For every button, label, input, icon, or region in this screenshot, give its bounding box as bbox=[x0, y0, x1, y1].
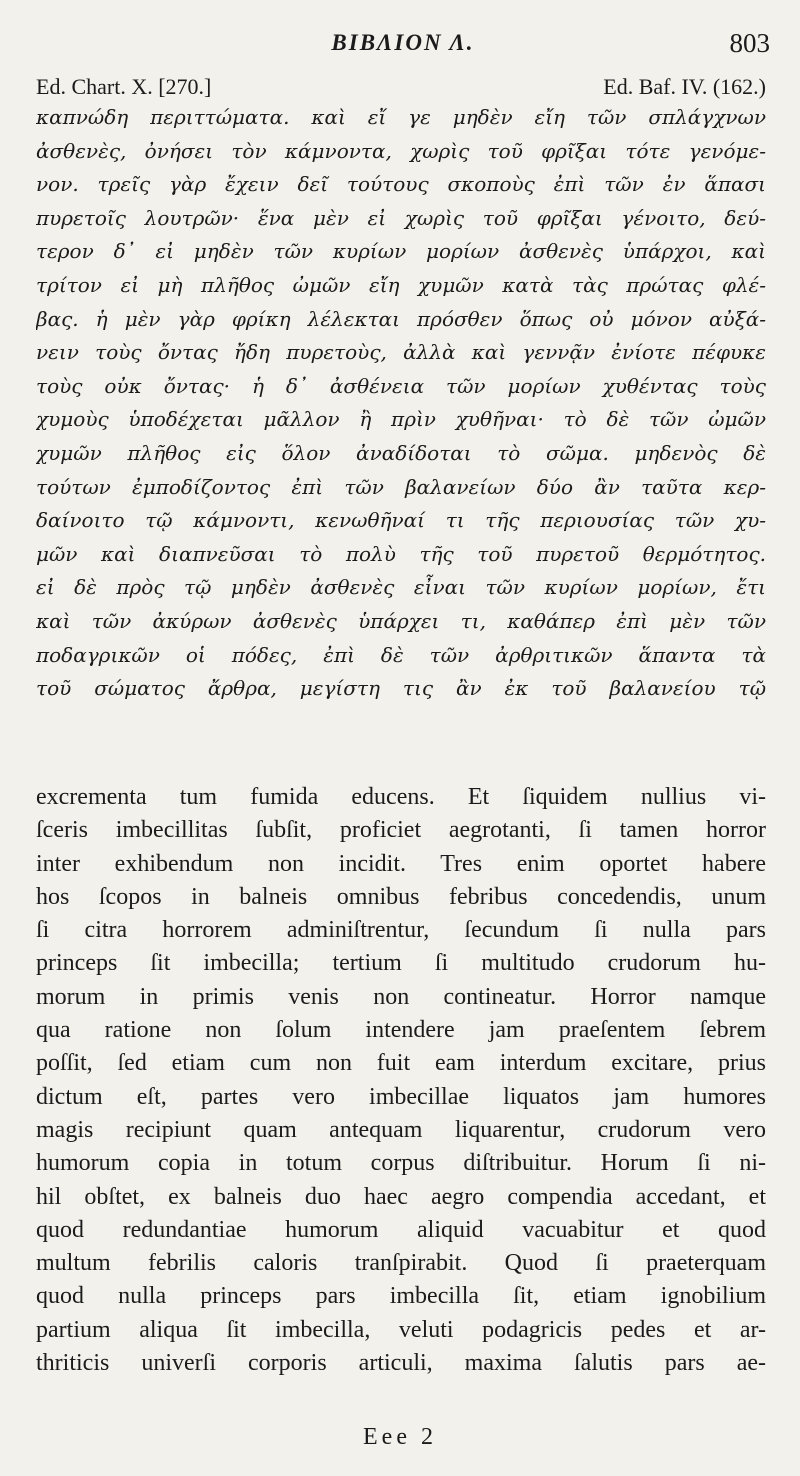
latin-text-line: partium aliqua ſit imbecilla, veluti podagricis pedes et ar- bbox=[36, 1316, 766, 1343]
greek-text-line: χυμῶν πλῆθος εἰς ὅλον ἀναδίδοται τὸ σῶμα. μηδενὸς δὲ bbox=[36, 440, 766, 465]
latin-text-line: hil obſtet, ex balneis duo haec aegro compendia accedant, et bbox=[36, 1183, 766, 1210]
greek-text-line: χυμοὺς ὑποδέχεται μᾶλλον ἢ πρὶν χυθῆναι· τὸ δὲ τῶν ὠμῶν bbox=[36, 407, 766, 432]
greek-text-line: βας. ἡ μὲν γὰρ φρίκη λέλεκται πρόσθεν ὅπως οὐ μόνον αὐξά- bbox=[36, 306, 766, 331]
greek-text-line: τούτων ἐμποδίζοντος ἐπὶ τῶν βαλανείων δύο ἂν ταῦτα κερ- bbox=[36, 474, 766, 499]
greek-text-line: τερον δ᾽ εἰ μηδὲν τῶν κυρίων μορίων ἀσθενὲς ὑπάρχοι, καὶ bbox=[36, 239, 766, 264]
edition-basel-reference: Ed. Baf. IV. (162.) bbox=[603, 74, 766, 99]
greek-text-line: καπνώδη περιττώματα. καὶ εἴ γε μηδὲν εἴη τῶν σπλάγχνων bbox=[36, 105, 766, 129]
greek-text-line: ἀσθενὲς, ὀνήσει τὸν κάμνοντα, χωρὶς τοῦ φρῖξαι τότε γενόμε- bbox=[36, 138, 766, 163]
greek-text-line: μῶν καὶ διαπνεῦσαι τὸ πολὺ τῆς τοῦ πυρετοῦ θερμότητος. bbox=[36, 541, 766, 566]
greek-text-line: εἰ δὲ πρὸς τῷ μηδὲν ἀσθενὲς εἶναι τῶν κυρίων μορίων, ἔτι bbox=[36, 575, 766, 600]
printer-signature-mark: Eee 2 bbox=[363, 1424, 437, 1450]
latin-text-line: quod nulla princeps pars imbecilla ſit, etiam ignobilium bbox=[36, 1283, 766, 1310]
latin-text-line: magis recipiunt quam antequam liquarentur, crudorum vero bbox=[36, 1116, 766, 1143]
greek-text-block bbox=[36, 101, 766, 706]
latin-text-line: humorum copia in totum corpus diſtribuitur. Horum ſi ni- bbox=[36, 1150, 766, 1177]
latin-text-line: poſſit, ſed etiam cum non fuit eam interdum excitare, prius bbox=[36, 1050, 766, 1077]
latin-text-line: excrementa tum fumida educens. Et ſiquidem nullius vi- bbox=[36, 784, 766, 810]
page-number: 803 bbox=[729, 28, 770, 58]
edition-chart-reference: Ed. Chart. X. [270.] bbox=[36, 74, 212, 99]
latin-text-line: morum in primis venis non contineatur. Horror namque bbox=[36, 983, 766, 1010]
greek-text-line: τοὺς οὐκ ὄντας· ἡ δ᾽ ἀσθένεια τῶν μορίων χυθέντας τοὺς bbox=[36, 373, 766, 398]
latin-text-line: inter exhibendum non incidit. Tres enim oportet habere bbox=[36, 850, 766, 877]
greek-text-line: τρίτον εἰ μὴ πλῆθος ὠμῶν εἴη χυμῶν κατὰ τὰς πρώτας φλέ- bbox=[36, 272, 766, 297]
latin-text-line: hos ſcopos in balneis omnibus febribus concedendis, unum bbox=[36, 883, 766, 910]
latin-text-line: dictum eſt, partes vero imbecillae liquatos jam humores bbox=[36, 1083, 766, 1110]
edition-reference-line bbox=[36, 74, 766, 104]
latin-text-line: ſceris imbecillitas ſubſit, proficiet aegrotanti, ſi tamen horror bbox=[36, 817, 766, 844]
latin-text-line: multum febrilis caloris tranſpirabit. Quod ſi praeterquam bbox=[36, 1250, 766, 1277]
greek-text-line: ποδαγρικῶν οἱ πόδες, ἐπὶ δὲ τῶν ἀρθριτικῶν ἅπαντα τὰ bbox=[36, 642, 766, 667]
latin-text-line: qua ratione non ſolum intendere jam praeſentem ſebrem bbox=[36, 1017, 766, 1044]
greek-text-line: νειν τοὺς ὄντας ἤδη πυρετοὺς, ἀλλὰ καὶ γεννᾷν ἐνίοτε πέφυκε bbox=[36, 340, 766, 365]
latin-text-block bbox=[36, 781, 766, 1380]
greek-text-line: τοῦ σώματος ἄρθρα, μεγίστη τις ἂν ἐκ τοῦ βαλανείου τῷ bbox=[36, 676, 766, 701]
greek-text-line: πυρετοῖς λουτρῶν· ἕνα μὲν εἰ χωρὶς τοῦ φρῖξαι γένοιτο, δεύ- bbox=[36, 205, 766, 230]
greek-text-line: νον. τρεῖς γὰρ ἔχειν δεῖ τούτους σκοποὺς ἐπὶ τῶν ἐν ἅπασι bbox=[36, 172, 766, 197]
greek-text-line: καὶ τῶν ἀκύρων ἀσθενὲς ὑπάρχει τι, καθάπερ ἐπὶ μὲν τῶν bbox=[36, 608, 766, 633]
latin-text-line: princeps ſit imbecilla; tertium ſi multitudo crudorum hu- bbox=[36, 950, 766, 977]
latin-text-line: thriticis univerſi corporis articuli, maxima ſalutis pars ae- bbox=[36, 1350, 766, 1377]
latin-text-line: quod redundantiae humorum aliquid vacuabitur et quod bbox=[36, 1216, 766, 1243]
latin-text-line: ſi citra horrorem adminiſtrentur, ſecundum ſi nulla pars bbox=[36, 917, 766, 944]
greek-text-line: δαίνοιτο τῷ κάμνοντι, κενωθῆναί τι τῆς περιουσίας τῶν χυ- bbox=[36, 508, 766, 533]
running-header bbox=[36, 30, 770, 62]
book-title: ΒΙΒΛΙΟΝ Λ. bbox=[331, 30, 475, 55]
